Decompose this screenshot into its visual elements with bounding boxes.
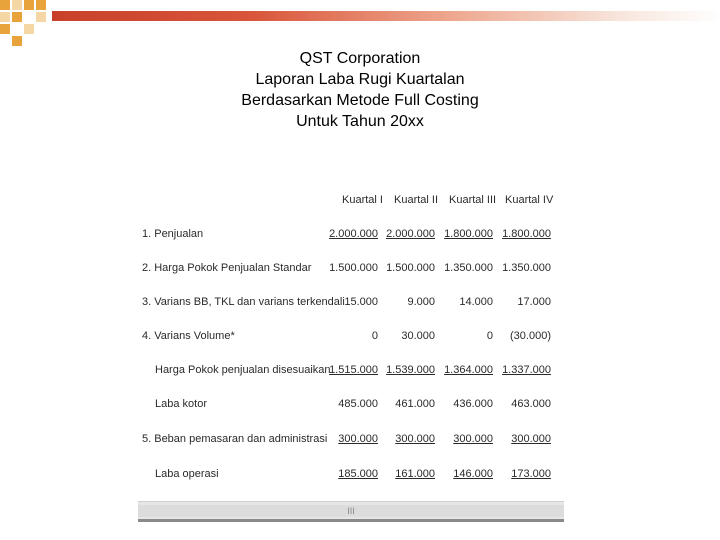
cell-value: 485.000 xyxy=(338,398,378,410)
cell-value: 1.500.000 xyxy=(386,262,435,274)
cell-value: 185.000 xyxy=(338,468,378,480)
cell-value: 161.000 xyxy=(395,468,435,480)
column-header: Kuartal II xyxy=(394,194,439,206)
cell-value: 1.337.000 xyxy=(502,364,551,376)
title-bar-decoration xyxy=(52,11,720,21)
table-row xyxy=(138,262,564,278)
cell-value: 17.000 xyxy=(517,296,551,308)
table-row xyxy=(138,330,564,346)
scrollbar-edge xyxy=(138,519,564,522)
income-statement-table xyxy=(138,180,564,522)
cell-value: 461.000 xyxy=(395,398,435,410)
table-row xyxy=(138,398,564,414)
cell-value: 14.000 xyxy=(459,296,493,308)
cell-value: 0 xyxy=(486,330,493,342)
row-label: Harga Pokok penjualan disesuaikan xyxy=(155,364,331,376)
decor-square xyxy=(12,12,22,22)
cell-value: 300.000 xyxy=(395,433,435,445)
cell-value: 436.000 xyxy=(453,398,493,410)
cell-value: 0 xyxy=(371,330,378,342)
cell-value: 1.364.000 xyxy=(444,364,493,376)
column-header: Kuartal I xyxy=(342,194,383,206)
cell-value: 30.000 xyxy=(401,330,435,342)
row-label: 2. Harga Pokok Penjualan Standar xyxy=(142,262,312,274)
cell-value: 1.500.000 xyxy=(329,262,378,274)
decor-square xyxy=(24,24,34,34)
cell-value: 173.000 xyxy=(511,468,551,480)
decor-square xyxy=(36,0,46,10)
table-row xyxy=(138,296,564,312)
cell-value: 2.000.000 xyxy=(329,228,378,240)
table-row xyxy=(138,433,564,449)
decor-square xyxy=(0,0,10,10)
title-line: Laporan Laba Rugi Kuartalan xyxy=(255,71,465,88)
decor-square xyxy=(12,0,22,10)
slide-title xyxy=(0,48,720,132)
cell-value: 1.350.000 xyxy=(444,262,493,274)
title-line: QST Corporation xyxy=(299,50,421,67)
row-label: 4. Varians Volume* xyxy=(142,330,235,342)
cell-value: 1.800.000 xyxy=(502,228,551,240)
row-label: 3. Varians BB, TKL dan varians terkendali xyxy=(142,296,345,308)
row-label: 5. Beban pemasaran dan administrasi xyxy=(142,433,328,445)
cell-value: 1.800.000 xyxy=(444,228,493,240)
row-label: Laba operasi xyxy=(155,468,219,480)
cell-value: 300.000 xyxy=(511,433,551,445)
cell-value: 2.000.000 xyxy=(386,228,435,240)
cell-value: 1.350.000 xyxy=(502,262,551,274)
cell-value: 300.000 xyxy=(338,433,378,445)
table-row xyxy=(138,468,564,484)
cell-value: 1.539.000 xyxy=(386,364,435,376)
cell-value: 463.000 xyxy=(511,398,551,410)
cell-value: 15.000 xyxy=(344,296,378,308)
title-line: Berdasarkan Metode Full Costing xyxy=(241,92,479,109)
table-row xyxy=(138,364,564,380)
cell-value: 300.000 xyxy=(453,433,493,445)
table-row xyxy=(138,228,564,244)
cell-value: 9.000 xyxy=(407,296,435,308)
title-line: Untuk Tahun 20xx xyxy=(296,113,424,130)
decor-square xyxy=(0,24,10,34)
column-header: Kuartal IV xyxy=(505,194,554,206)
row-label: Laba kotor xyxy=(155,398,207,410)
cell-value: 146.000 xyxy=(453,468,493,480)
decor-square xyxy=(36,12,46,22)
decor-square xyxy=(12,36,22,46)
cell-value: (30.000) xyxy=(510,330,551,342)
decor-square xyxy=(24,0,34,10)
scrollbar-grip[interactable]: III xyxy=(138,505,564,517)
row-label: 1. Penjualan xyxy=(142,228,204,240)
decor-square xyxy=(0,12,10,22)
cell-value: 1.515.000 xyxy=(329,364,378,376)
column-header: Kuartal III xyxy=(449,194,497,206)
